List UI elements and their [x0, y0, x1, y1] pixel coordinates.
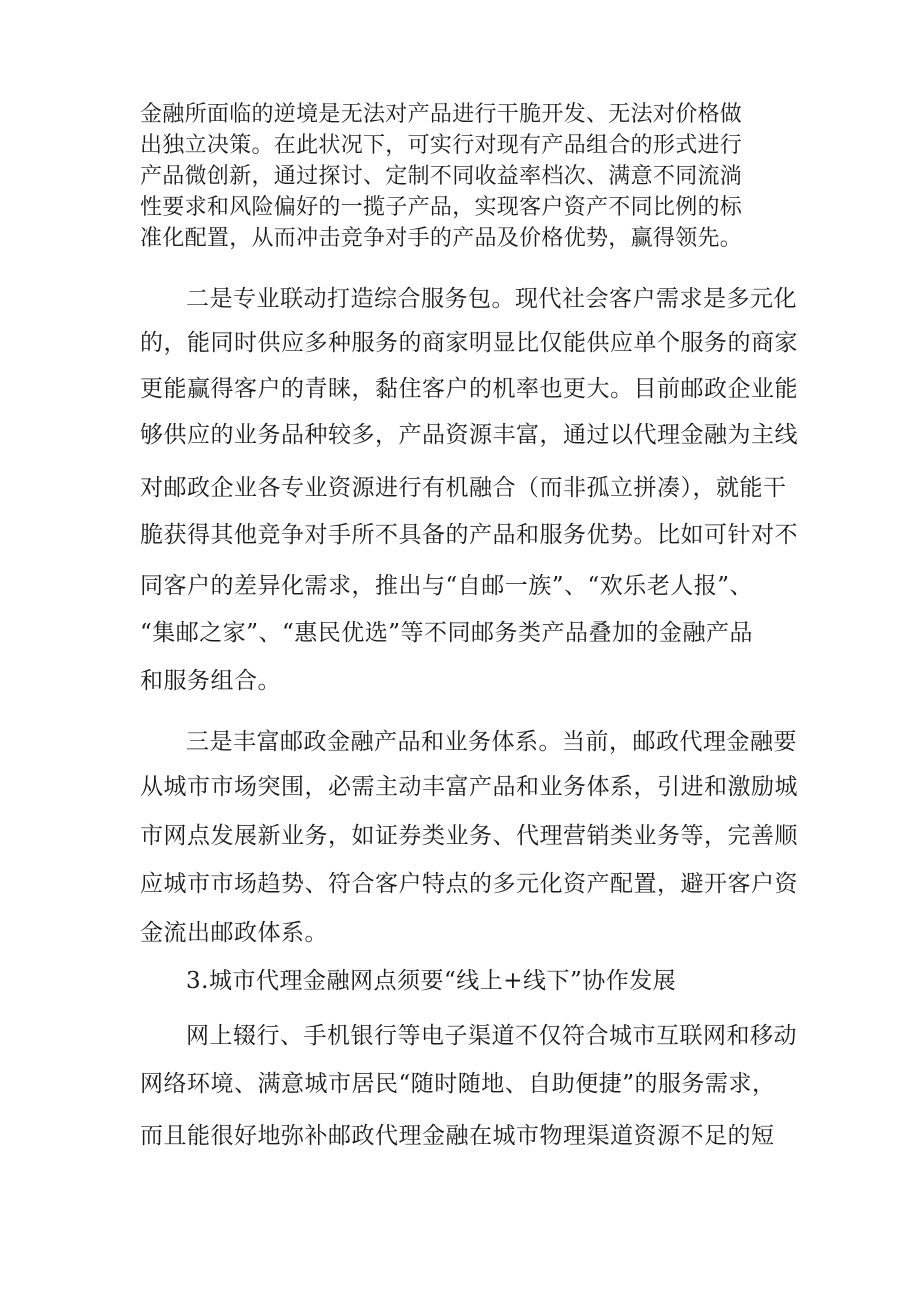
text-line: 的，能同时供应多种服务的商家明显比仅能供应单个服务的商家: [140, 330, 798, 356]
text-line: 应城市市场趋势、符合客户特点的多元化资产配置，避开客户资: [140, 871, 798, 897]
text-line: 金融所面临的逆境是无法对产品进行干脆开发、无法对价格做: [140, 102, 743, 127]
text-line: 网上辍行、手机银行等电子渠道不仅符合城市互联网和移动: [186, 1023, 797, 1049]
text-line: 准化配置，从而冲击竞争对手的产品及价格优势，赢得领先。: [140, 226, 743, 251]
text-line: 更能赢得客户的青睐，黏住客户的机率也更大。目前邮政企业能: [140, 376, 798, 402]
text-line: 同客户的差异化需求，推出与“自邮一族”、“欢乐老人报”、: [140, 573, 754, 599]
text-line: 脆获得其他竞争对手所不具备的产品和服务优势。比如可针对不: [140, 522, 798, 548]
heading-line: 3.城市代理金融网点须要“线上+线下”协作发展: [186, 968, 677, 994]
text-line: 对邮政企业各专业资源进行有机融合（而非孤立拼凑），就能干: [140, 475, 787, 501]
text-line: 而且能很好地弥补邮政代理金融在城市物理渠道资源不足的短: [140, 1123, 775, 1149]
text-line: 出独立决策。在此状况下，可实行对现有产品组合的形式进行: [140, 133, 743, 158]
text-line: 三是丰富邮政金融产品和业务体系。当前，邮政代理金融要: [186, 729, 797, 755]
text-line: 市网点发展新业务，如证券类业务、代理营销类业务等，完善顺: [140, 823, 798, 849]
text-line: 和服务组合。: [140, 668, 281, 694]
text-line: 二是专业联动打造综合服务包。现代社会客户需求是多元化: [186, 286, 797, 312]
text-line: “集邮之家”、“惠民优选”等不同邮务类产品叠加的金融产品: [140, 620, 754, 646]
text-line: 够供应的业务品种较多，产品资源丰富，通过以代理金融为主线: [140, 422, 798, 448]
text-line: 产品微创新，通过探讨、定制不同收益率档次、满意不同流淌: [140, 164, 743, 189]
text-line: 性要求和风险偏好的一揽子产品，实现客户资产不同比例的标: [140, 195, 743, 220]
text-line: 金流出邮政体系。: [140, 920, 328, 946]
text-line: 网络环境、满意城市居民“随时随地、自助便捷”的服务需求，: [140, 1071, 776, 1097]
text-line: 从城市市场突围，必需主动丰富产品和业务体系，引进和激励城: [140, 774, 798, 800]
